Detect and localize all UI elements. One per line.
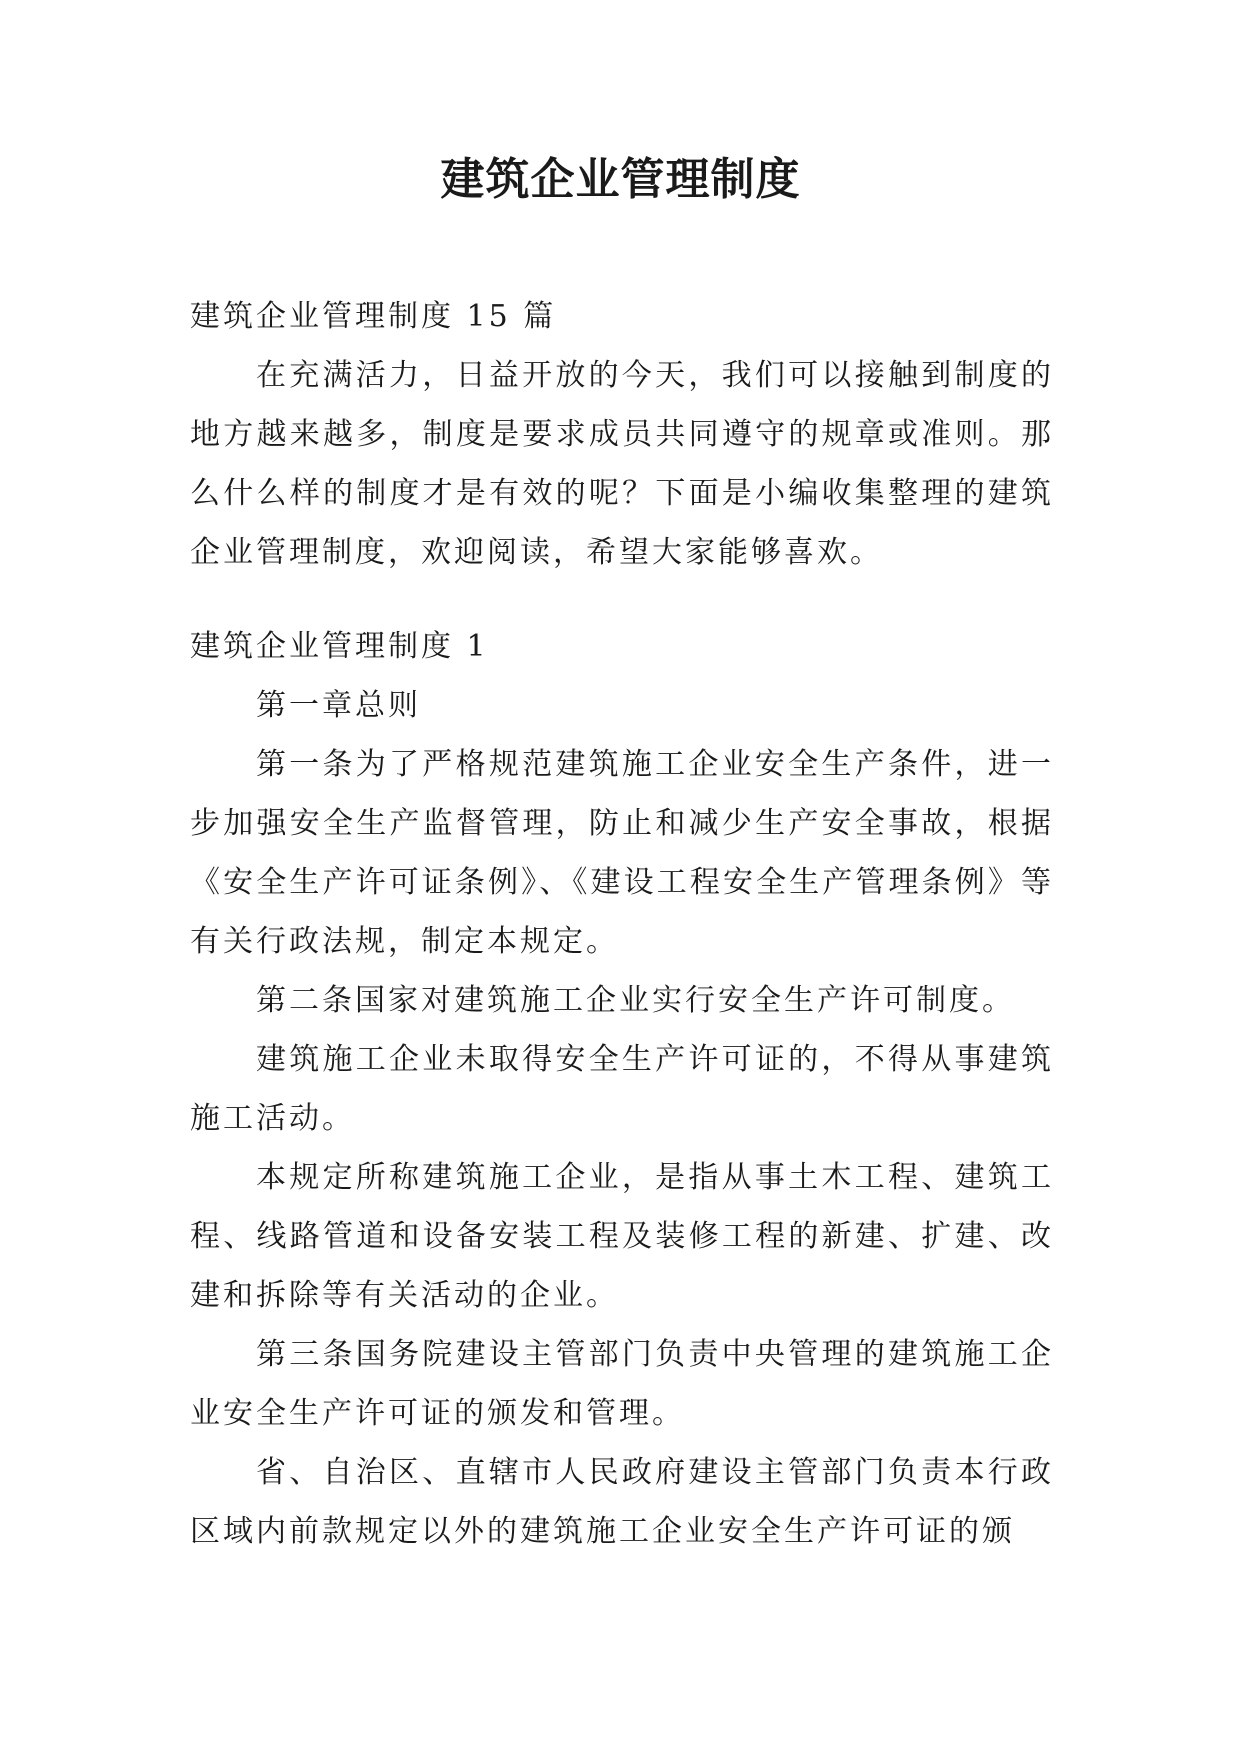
article-3-clause-paragraph: 省、自治区、直辖市人民政府建设主管部门负责本行政区域内前款规定以外的建筑施工企业安全生产许可证的颁 (190, 1455, 1054, 1549)
intro-paragraph: 在充满活力，日益开放的今天，我们可以接触到制度的地方越来越多，制度是要求成员共同遵守的规章或准则。那么什么样的制度才是有效的呢？下面是小编收集整理的建筑企业管理制度，欢迎阅读，希望大家能够喜欢。 (190, 358, 1054, 570)
definition-paragraph: 本规定所称建筑施工企业，是指从事土木工程、建筑工程、线路管道和设备安装工程及装修工程的新建、扩建、改建和拆除等有关活动的企业。 (190, 1160, 1054, 1313)
article-2-clause-paragraph: 建筑施工企业未取得安全生产许可证的，不得从事建筑施工活动。 (190, 1042, 1054, 1136)
chapter-heading: 第一章总则 (256, 688, 421, 723)
document-title: 建筑企业管理制度 (440, 154, 801, 205)
article-3-paragraph: 第三条国务院建设主管部门负责中央管理的建筑施工企业安全生产许可证的颁发和管理。 (190, 1337, 1054, 1431)
section-heading: 建筑企业管理制度 1 (190, 629, 489, 664)
article-1-paragraph: 第一条为了严格规范建筑施工企业安全生产条件，进一步加强安全生产监督管理，防止和减少生产安全事故，根据《安全生产许可证条例》、《建设工程安全生产管理条例》等有关行政法规，制定本规定。 (190, 747, 1054, 959)
article-2-paragraph: 第二条国家对建筑施工企业实行安全生产许可制度。 (256, 983, 1015, 1018)
document-body (190, 287, 1054, 1561)
document-subtitle: 建筑企业管理制度 15 篇 (190, 299, 557, 334)
